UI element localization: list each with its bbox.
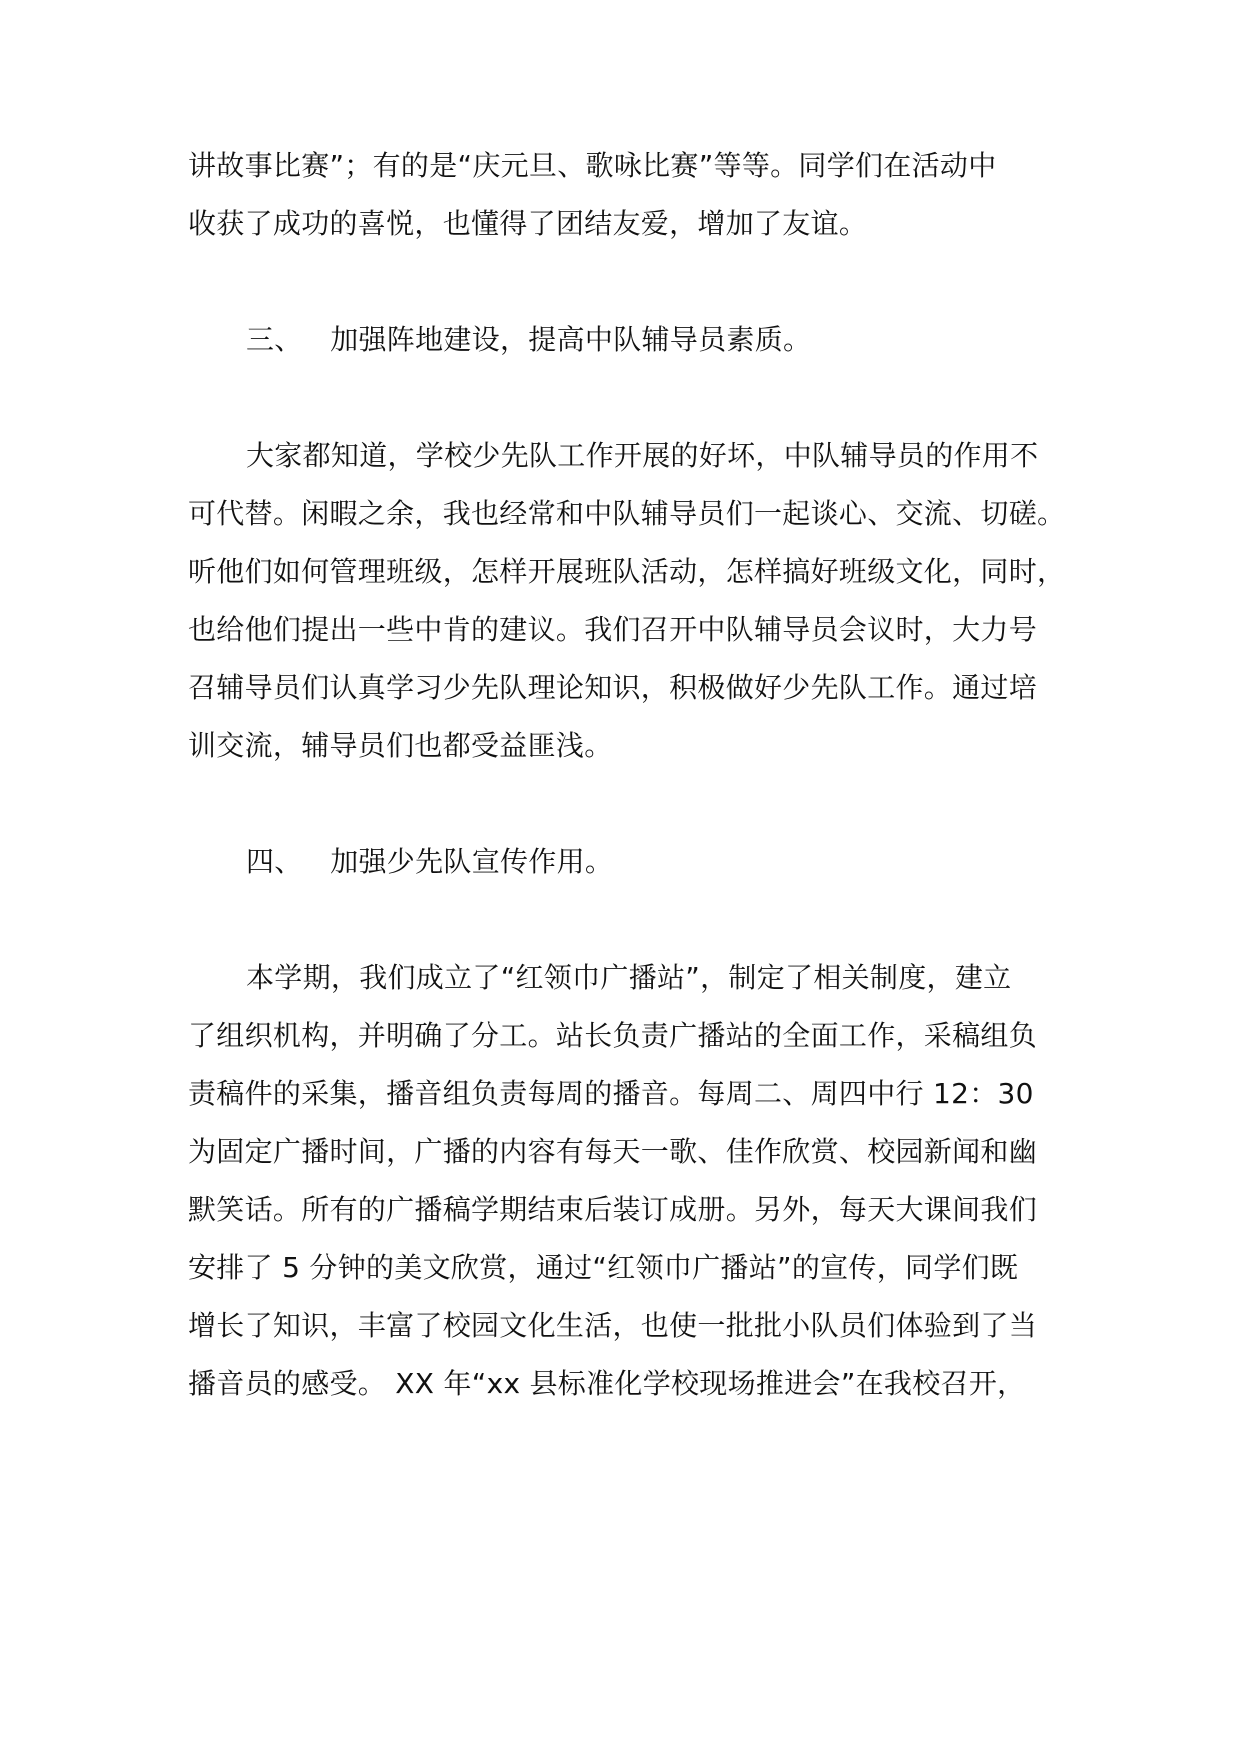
paragraph-line: 听他们如何管理班级，怎样开展班队活动，怎样搞好班级文化，同时，: [188, 555, 1066, 588]
paragraph-line: 可代替。闲暇之余，我也经常和中队辅导员们一起谈心、交流、切磋。: [188, 497, 1066, 530]
section-heading-4: 四、 加强少先队宣传作用。: [246, 845, 614, 878]
paragraph-line: 训交流，辅导员们也都受益匪浅。: [188, 729, 613, 762]
paragraph-line: 播音员的感受。 XX 年“xx 县标准化学校现场推进会”在我校召开，: [188, 1367, 1026, 1400]
paragraph-line: 收获了成功的喜悦，也懂得了团结友爱，增加了友谊。: [188, 207, 868, 240]
paragraph-line: 大家都知道，学校少先队工作开展的好坏，中队辅导员的作用不: [246, 439, 1039, 472]
paragraph-line: 召辅导员们认真学习少先队理论知识，积极做好少先队工作。通过培: [188, 671, 1038, 704]
paragraph-line: 了组织机构，并明确了分工。站长负责广播站的全面工作，采稿组负: [188, 1019, 1038, 1052]
section-heading-3: 三、 加强阵地建设，提高中队辅导员素质。: [246, 323, 812, 356]
paragraph-line: 默笑话。所有的广播稿学期结束后装订成册。另外，每天大课间我们: [188, 1193, 1038, 1226]
paragraph-line: 增长了知识，丰富了校园文化生活，也使一批批小队员们体验到了当: [188, 1309, 1038, 1342]
paragraph-line: 讲故事比赛”；有的是“庆元旦、歌咏比赛”等等。同学们在活动中: [188, 149, 997, 182]
paragraph-line: 为固定广播时间，广播的内容有每天一歌、佳作欣赏、校园新闻和幽: [188, 1135, 1038, 1168]
paragraph-line: 也给他们提出一些中肯的建议。我们召开中队辅导员会议时，大力号: [188, 613, 1038, 646]
paragraph-line: 安排了 5 分钟的美文欣赏，通过“红领巾广播站”的宣传，同学们既: [188, 1251, 1019, 1284]
paragraph-line: 本学期，我们成立了“红领巾广播站”，制定了相关制度，建立: [246, 961, 1012, 994]
paragraph-line: 责稿件的采集，播音组负责每周的播音。每周二、周四中行 12：30: [188, 1077, 1034, 1110]
